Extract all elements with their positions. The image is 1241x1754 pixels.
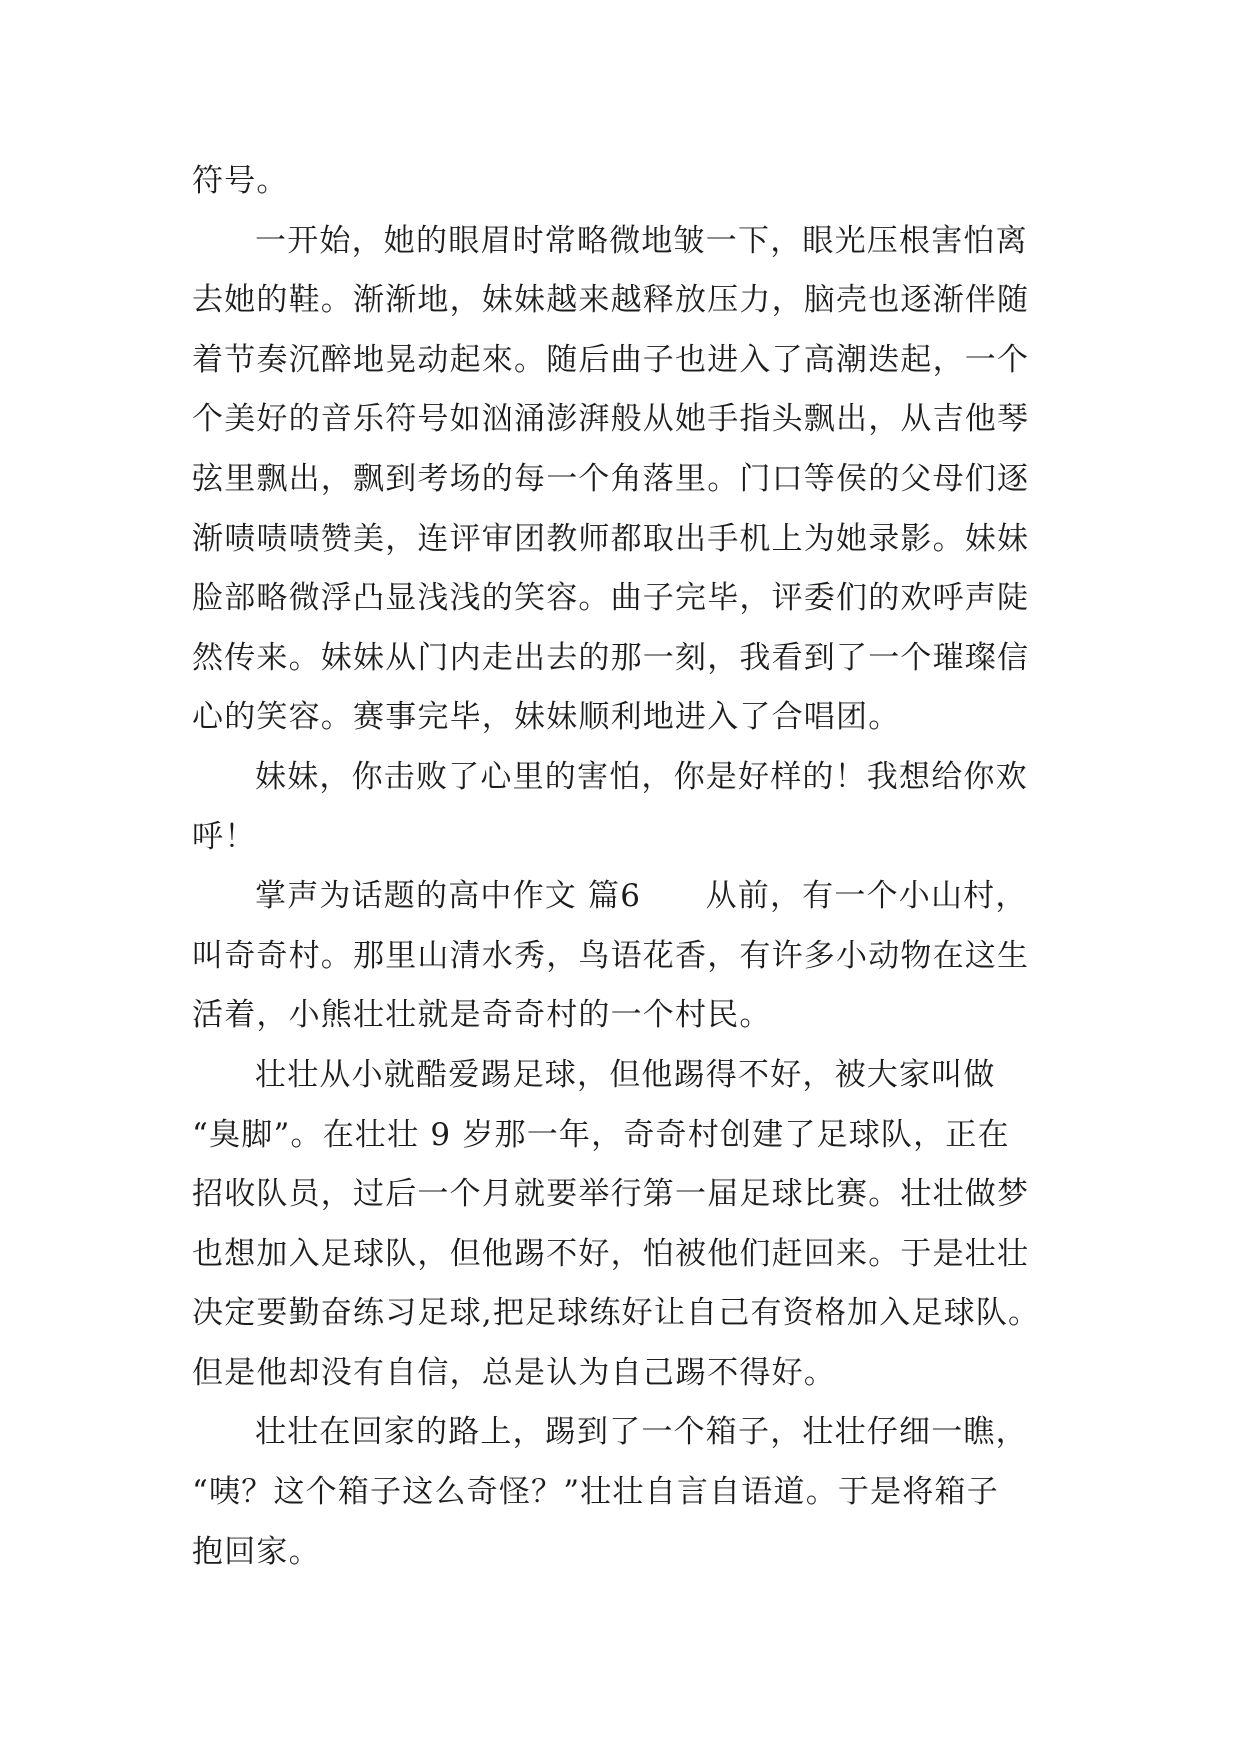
text-line: 着节奏沉醉地晃动起來。随后曲子也进入了高潮迭起，一个: [192, 341, 1030, 378]
text-line: 壮壮在回家的路上，踢到了一个箱子，壮壮仔细一瞧，: [255, 1414, 1028, 1451]
text-line: 呼！: [192, 818, 257, 855]
document-body: [192, 152, 1062, 1582]
text-line: 决定要勤奋练习足球,把足球练好让自己有资格加入足球队。: [192, 1295, 1041, 1332]
text-line: 去她的鞋。渐渐地，妹妹越来越释放压力，脑壳也逐渐伴随: [192, 282, 1030, 319]
text-line: 一开始，她的眼眉时常略微地皱一下，眼光压根害怕离: [255, 222, 1028, 259]
text-line: 个美好的音乐符号如汹涌澎湃般从她手指头飘出，从吉他琴: [192, 401, 1030, 438]
text-line: “臭脚”。在壮壮 9 岁那一年，奇奇村创建了足球队，正在: [192, 1116, 1010, 1153]
text-line: 也想加入足球队，但他踢不好，怕被他们赶回来。于是壮壮: [192, 1235, 1030, 1272]
text-line: 弦里飘出，飘到考场的每一个角落里。门口等侯的父母们逐: [192, 460, 1030, 497]
text-line: 脸部略微浮凸显浅浅的笑容。曲子完毕，评委们的欢呼声陡: [192, 580, 1030, 617]
text-line: 抱回家。: [192, 1533, 321, 1570]
text-line: 壮壮从小就酷爱踢足球，但他踢得不好，被大家叫做: [255, 1056, 996, 1093]
text-line: 叫奇奇村。那里山清水秀，鸟语花香，有许多小动物在这生: [192, 937, 1030, 974]
text-line: 活着，小熊壮壮就是奇奇村的一个村民。: [192, 997, 772, 1034]
text-line: 招收队员，过后一个月就要举行第一届足球比赛。壮壮做梦: [192, 1176, 1030, 1213]
text-line: “咦？这个箱子这么奇怪？”壮壮自言自语道。于是将箱子: [192, 1474, 999, 1511]
text-line: 心的笑容。赛事完毕，妹妹顺利地进入了合唱团。: [192, 699, 901, 736]
text-line: 渐啧啧啧赞美，连评审团教师都取出手机上为她录影。妹妹: [192, 520, 1030, 557]
text-line: 然传来。妹妹从门内走出去的那一刻，我看到了一个璀璨信: [192, 639, 1030, 676]
text-line: 妹妹，你击败了心里的害怕，你是好样的！我想给你欢: [255, 758, 1028, 795]
section-heading-line: 掌声为话题的高中作文 篇6 从前，有一个小山村，: [255, 878, 1028, 915]
text-line: 但是他却没有自信，总是认为自己踢不得好。: [192, 1354, 836, 1391]
text-line: 符号。: [192, 163, 289, 199]
